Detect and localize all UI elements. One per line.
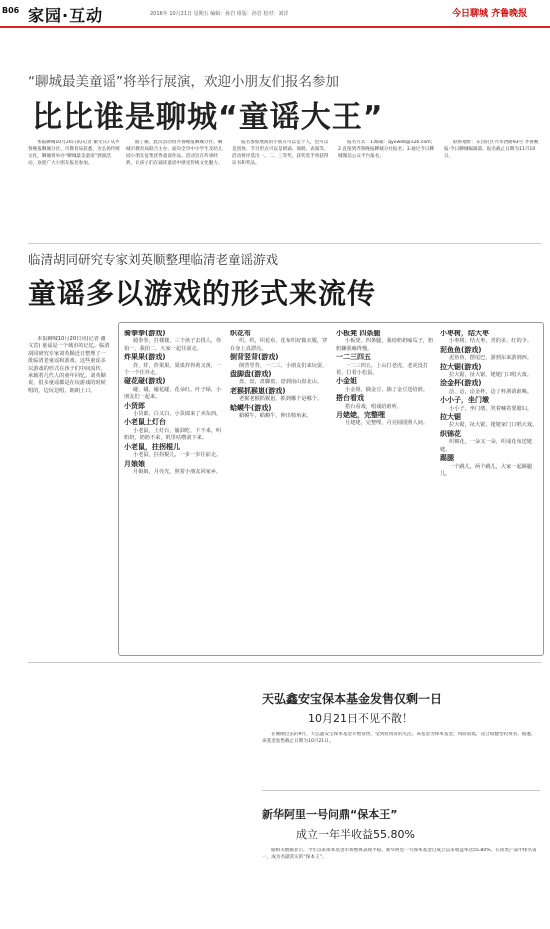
story1-headline: 比比谁是聊城“童谣大王” xyxy=(32,100,384,135)
games-column-1 xyxy=(124,330,226,650)
issue-date: 2016年 10月21日 星期五 编辑：孙岩 组版：孙岩 校对：刘洋 xyxy=(150,11,289,17)
game-entry: 碰花碰(游戏) 碰，碰，碰花碰，花朵红，叶子绿，小朋友们一起来。 xyxy=(124,377,222,401)
divider xyxy=(28,662,542,663)
page-number: B06 xyxy=(2,6,20,15)
game-entry: 浍金杯(游戏) 浍，浍，浍金杯，浍了杯酒请谁喝。 xyxy=(440,379,533,395)
game-entry: 倒背竖背(游戏) 倒背竖背，一二三，小朋友们来玩耍。 xyxy=(230,353,328,369)
games-column-2 xyxy=(230,330,332,650)
story2-kicker: 临清胡同研究专家刘英顺整理临清老童谣游戏 xyxy=(28,252,279,267)
story3-headline: 10月21日不见不散！ xyxy=(308,712,413,725)
story2-intro: 本报聊城10月20日讯(记者 谢文宾) 童谣是一个城市的记忆。临清胡同研究专家刘英顺近日整理了一批临清老童谣和游戏，这些童谣多以游戏的形式在孩子们中间流传，承载着几代人的童年回忆。刘英顺说，很多童谣都是在玩游戏的时候唱的，边玩边唱，朗朗上口。 xyxy=(28,336,110,394)
story1-column-5: 联系地址：东昌府区兴华西路93号 齐鲁晚报·今日聊城编辑部。报名截止日期为11月10日。 xyxy=(444,140,539,159)
game-entry: 老猴抓猴崽(游戏) 老猴老猴抓猴崽，抓到哪个是哪个。 xyxy=(230,386,323,403)
game-entry: 月娘娘 月娘娘，月亮光，照着小朋友回家乡。 xyxy=(124,459,222,475)
story3-body: 在刚刚过去的9月，天弘鑫安宝保本基金开始发售，受到投资者的关注。该基金为保本基金，风险较低，适合稳健型投资者。据悉，该基金发售截止日期为10月21日。 xyxy=(262,732,536,744)
game-entry: 小老鼠上灯台 小老鼠，上灯台，偷油吃，下不来，叫奶奶，奶奶不来，叽里咕噜滚下来。 xyxy=(124,418,222,442)
game-entry: 小金姐 小金姐，摘金豆，摘了金豆送给谁。 xyxy=(336,377,429,393)
game-entry: 盘脚盘(游戏) 盘，盘，盘脚盘，盘到南山盘北山。 xyxy=(230,370,323,386)
story1-column-2: 据了解，此次活动由齐鲁晚报聊城分社、聊城市教育局联合主办，面向全市中小学生及幼儿园小朋友征集优秀童谣作品。活动旨在传承经典，让孩子们在诵读童谣中感受传统文化魅力。 xyxy=(126,140,223,166)
game-entry: 一二三四五 一二三四五，上山打老虎，老虎没打着，打着小松鼠。 xyxy=(336,353,429,377)
story4-headline: 成立一年半收益55.80% xyxy=(296,828,415,841)
game-entry: 小板凳 四条腿 小板凳，四条腿，我给奶奶嗑瓜子，奶奶嫌我嗑得慢。 xyxy=(336,330,434,352)
game-entry: 炸果果(游戏) 炸，炸，炸果果，果果炸得黄又黄，一个一个往外走。 xyxy=(124,353,222,377)
game-entry: 拉大锯(游戏) 拉大锯，扯大锯，姥姥门口唱大戏。 xyxy=(440,362,533,379)
story1-column-3: 报名参加展演的小朋友可以是个人，也可以是团体，节目形式可以是朗诵、演唱、表演等。活动将评选出一、二、三等奖，获奖选手将获得证书和奖品。 xyxy=(232,140,329,166)
game-entry: 骑拳拳(游戏) 骑拳拳，打楼楼，三个孩子去找人，你拍一，我拍二，大家一起往前走。 xyxy=(124,330,222,352)
game-entry: 小货郎 小货郎，白又白，小货郎来了卖东西。 xyxy=(124,401,222,418)
game-entry: 织锦花 织锦花，一朵又一朵，织成花布送姥姥。 xyxy=(440,429,533,453)
story1-column-4: 报名方式：1.邮箱：qyxweb@126.com；2.直接到齐鲁晚报聊城分社报名；3.通过今日聊城微信公众平台报名。 xyxy=(338,140,436,159)
page-header xyxy=(0,0,550,28)
game-entry: 月姥姥，完整哩 月姥姥，完整哩，月亮圆圆照人间。 xyxy=(336,411,429,427)
game-entry: 小小子，坐门墩 小小子，坐门墩，哭着喊着要媳妇。 xyxy=(440,396,533,412)
game-entry: 小老鼠，拄拐棍儿 小老鼠，拄拐棍儿，一步一步往前走。 xyxy=(124,442,222,459)
section-title: 家园·互动 xyxy=(28,6,104,25)
story1-kicker: “聊城最美童谣”将举行展演，欢迎小朋友们报名参加 xyxy=(28,74,339,90)
game-entry: 拉大锯 拉大锯，扯大锯，姥姥家门口唱大戏。 xyxy=(440,413,538,429)
story1-column-1: 本报聊城10月20日讯(记者 谢文宾) 从齐鲁晚报聊城分社、市教育局获悉，为弘扬传统文化，聊城将举办“聊城最美童谣”展演活动，欢迎广大小朋友报名参加。 xyxy=(28,140,120,166)
game-entry: 搭台看戏 搭台看戏，唱戏给谁听。 xyxy=(336,394,403,410)
games-column-4 xyxy=(440,330,538,650)
game-entry: 踢腿 一个跳儿，两个跳儿，大家一起踢腿儿。 xyxy=(440,454,533,477)
story4-kicker: 新华阿里一号问鼎“保本王” xyxy=(262,808,398,821)
divider xyxy=(28,243,542,244)
story4-body: 据相关数据显示，今年以来保本基金市场整体表现平稳。新华阿里一号保本基金自成立以来收益率达55.80%，在同类产品中排名第一，成为名副其实的“保本王”。 xyxy=(262,848,537,860)
divider xyxy=(262,790,540,791)
newspaper-name: 今日聊城 齐鲁晚报 xyxy=(452,9,528,19)
game-entry: 蛤蟆牛(游戏) 蛤蟆牛，蛤蟆牛，伸出犄角来。 xyxy=(230,403,312,420)
games-column-3 xyxy=(336,330,434,650)
game-entry: 织花布 织，织，织花布，花布织好做衣服，穿在身上真漂亮。 xyxy=(230,330,328,352)
story2-headline: 童谣多以游戏的形式来流传 xyxy=(28,277,377,310)
game-entry: 小枣树，结大枣 小枣树，结大枣，青的多，红的少。 xyxy=(440,330,533,345)
story3-kicker: 天弘鑫安宝保本基金发售仅剩一日 xyxy=(262,692,443,706)
game-entry: 泥鱼鱼(游戏) 泥鱼鱼，摆尾巴，游到东来游到西。 xyxy=(440,345,533,362)
